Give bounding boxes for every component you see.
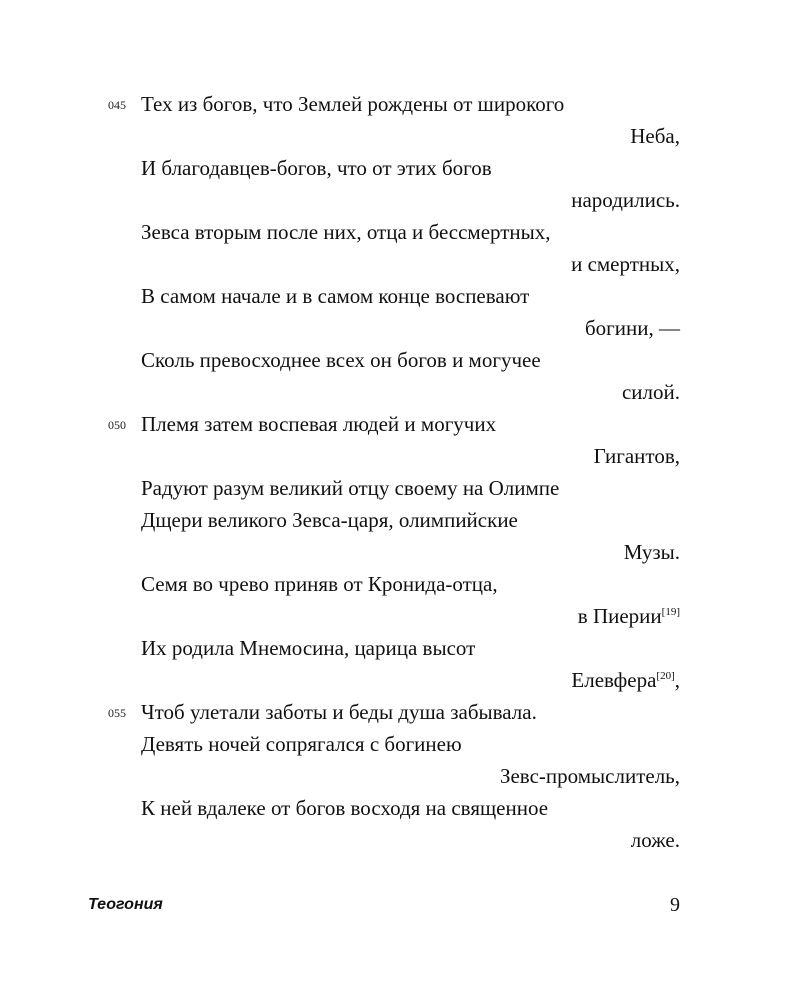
- verse-line-continuation: [0, 664, 800, 696]
- verse-words: Их родила Мнемосина, царица высот: [141, 636, 476, 660]
- verse-text: [500, 760, 680, 792]
- verse-text: [141, 280, 529, 312]
- verse-line: [0, 792, 800, 824]
- verse-text: [141, 152, 492, 184]
- verse-line: [0, 216, 800, 248]
- line-number: 045: [108, 98, 126, 112]
- verse-text: [571, 184, 680, 216]
- verse-line-continuation: [0, 536, 800, 568]
- verse-words: Зевс-промыслитель,: [499, 764, 680, 788]
- verse-text: [141, 632, 475, 664]
- verse-line: [0, 408, 800, 440]
- verse-line-continuation: [0, 120, 800, 152]
- verse-words: богини, —: [584, 316, 680, 340]
- verse-text: [622, 376, 680, 408]
- verse-words: Чтоб улетали заботы и беды душа забывала.: [141, 700, 537, 724]
- verse-line-continuation: [0, 824, 800, 856]
- verse-line-continuation: [0, 248, 800, 280]
- verse-words: Семя во чрево приняв от Кронида-отца,: [141, 572, 498, 596]
- verse-words: в Пиерии: [577, 604, 662, 628]
- verse-words: Тех из богов, что Землей рождены от широкого: [141, 92, 565, 116]
- verse-words: Елевфера: [571, 668, 657, 692]
- verse-line-continuation: [0, 760, 800, 792]
- verse-line: [0, 88, 800, 120]
- verse-line-continuation: [0, 600, 800, 632]
- verse-text: [571, 664, 680, 696]
- trailing-punctuation: ,: [674, 668, 680, 692]
- verse-text: [578, 600, 680, 632]
- verse-line-continuation: [0, 376, 800, 408]
- verse-words: Зевса вторым после них, отца и бессмертных,: [141, 220, 551, 244]
- verse-words: Гигантов,: [593, 444, 680, 468]
- verse-words: ложе.: [630, 828, 680, 852]
- verse-words: Музы.: [623, 540, 680, 564]
- book-title: Теогония: [88, 896, 163, 913]
- poem-text: [0, 88, 800, 856]
- verse-line: [0, 280, 800, 312]
- verse-text: [141, 696, 537, 728]
- verse-text: [141, 408, 496, 440]
- verse-line: [0, 696, 800, 728]
- verse-line: [0, 728, 800, 760]
- verse-line: [0, 568, 800, 600]
- verse-text: [631, 824, 680, 856]
- verse-line: [0, 504, 800, 536]
- verse-text: [141, 568, 498, 600]
- verse-line-continuation: [0, 184, 800, 216]
- verse-text: [585, 312, 680, 344]
- verse-line: [0, 152, 800, 184]
- verse-words: Девять ночей сопрягался с богинею: [141, 732, 462, 756]
- verse-text: [141, 88, 564, 120]
- footnote-reference[interactable]: [19]: [661, 606, 680, 618]
- verse-words: В самом начале и в самом конце воспевают: [141, 284, 530, 308]
- page-number: 9: [670, 894, 680, 916]
- verse-line: [0, 472, 800, 504]
- verse-line: [0, 344, 800, 376]
- verse-text: [141, 216, 551, 248]
- verse-words: К ней вдалеке от богов восходя на священное: [141, 796, 549, 820]
- line-number: 055: [108, 706, 126, 720]
- verse-text: [630, 120, 680, 152]
- verse-words: И благодавцев-богов, что от этих богов: [141, 156, 492, 180]
- line-number: 050: [108, 418, 126, 432]
- verse-words: народились.: [571, 188, 680, 212]
- verse-words: силой.: [621, 380, 680, 404]
- footnote-reference[interactable]: [20]: [656, 670, 675, 682]
- verse-words: Племя затем воспевая людей и могучих: [141, 412, 497, 436]
- verse-line: [0, 632, 800, 664]
- verse-line-continuation: [0, 312, 800, 344]
- verse-words: Сколь превосходнее всех он богов и могучее: [141, 348, 541, 372]
- verse-text: [141, 344, 541, 376]
- page-footer: [0, 893, 800, 917]
- verse-text: [594, 440, 680, 472]
- verse-words: Дщери великого Зевса-царя, олимпийские: [141, 508, 518, 532]
- verse-words: Неба,: [630, 124, 680, 148]
- verse-text: [571, 248, 680, 280]
- verse-words: Радуют разум великий отцу своему на Олимпе: [141, 476, 560, 500]
- verse-line-continuation: [0, 440, 800, 472]
- verse-text: [624, 536, 680, 568]
- verse-text: [141, 792, 548, 824]
- verse-text: [141, 472, 559, 504]
- verse-text: [141, 728, 462, 760]
- verse-text: [141, 504, 518, 536]
- verse-words: и смертных,: [571, 252, 680, 276]
